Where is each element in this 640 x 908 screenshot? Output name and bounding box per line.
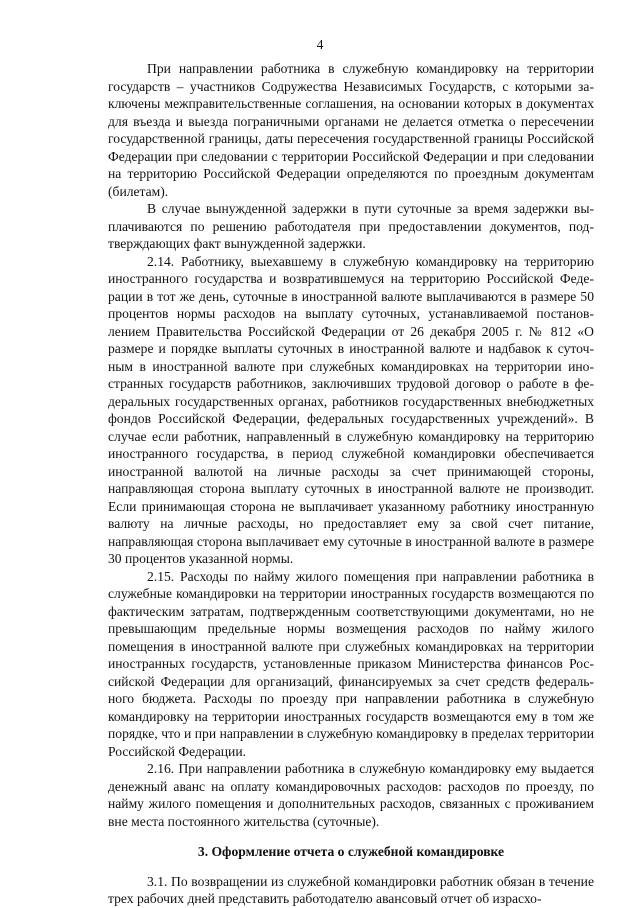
paragraph-forced-delay: В случае вынужденной задержки в пути суточные за время задержки выплачиваются по решению работодателя при предоставлении документов, подтверждающих факт вынужденной задержки. [108,201,594,251]
page-number: 4 [316,37,324,52]
document-body [108,60,594,908]
paragraph-2-16: 2.16. При направлении работника в служебную командировку ему выдается денежный аванс на оплату командировочных расходов: расходов по проезду, по найму жилого помещения и дополнительных расходов, связанных с проживанием вне места постоянного жительства (суточные). [108,761,594,829]
paragraph-3-1: 3.1. По возвращении из служебной командировки работник обязан в течение трех рабочих дней представить работодателю авансовый отчет об израсхо- [108,873,594,906]
paragraph-2-14: 2.14. Работнику, выехавшему в служебную командировку на территорию иностранного государства и возвратившемуся на территорию Российской Федерации в тот же день, суточные в иностранной валюте выплачиваются в размере 50 процентов нормы расходов на выплату суточных, устанавливаемой постановлением Правительства Российской Федерации от 26 декабря 2005 г. № 812 «О размере и порядке выплаты суточных в иностранной валюте и надбавок к суточным в иностранной валюте при служебных командировках на территории иностранных государств работников, заключивших трудовой договор о работе в федеральных государственных органах, работников государственных внебюджетных фондов Российской Федерации, федеральных государственных учреждений». В случае если работник, направленный в служебную командировку на территорию иностранного государства, в период служебной командировки обеспечивается иностранной валютой на личные расходы за счет принимающей стороны, направляющая сторона выплату суточных в иностранной валюте не производит. Если принимающая сторона не выплачивает указанному работнику иностранную валюту на личные расходы, но предоставляет ему за свой счет питание, направляющая сторона выплачивает ему суточные в иностранной валюте в размере 30 процентов указанной нормы. [108,253,594,566]
section-heading: 3. Оформление отчета о служебной командировке [197,844,505,859]
paragraph-cis-border-dates: При направлении работника в служебную командировку на территории государств – участников Содружества Независимых Государств, с которыми заключены межправительственные соглашения, на основании которых в документах для въезда и выезда пограничными органами не делается отметка о пересечении государственной границы, даты пересечения государственной границы Российской Федерации при следовании с территории Российской Федерации и при следовании на территорию Российской Федерации определяются по проездным документам (билетам). [108,61,594,199]
paragraph-2-15: 2.15. Расходы по найму жилого помещения при направлении работника в служебные командировки на территории иностранных государств возмещаются по фактическим затратам, подтвержденным соответствующими документами, но не превышающим предельные нормы возмещения расходов по найму жилого помещения в иностранной валюте при служебных командировках на территории иностранных государств, установленные приказом Министерства финансов Российской Федерации для организаций, финансируемых за счет средств федерального бюджета. Расходы по проезду при направлении работника в служебную командировку на территории иностранных государств возмещаются ему в том же порядке, что и при направлении в служебную командировку в пределах территории Российской Федерации. [108,568,594,759]
